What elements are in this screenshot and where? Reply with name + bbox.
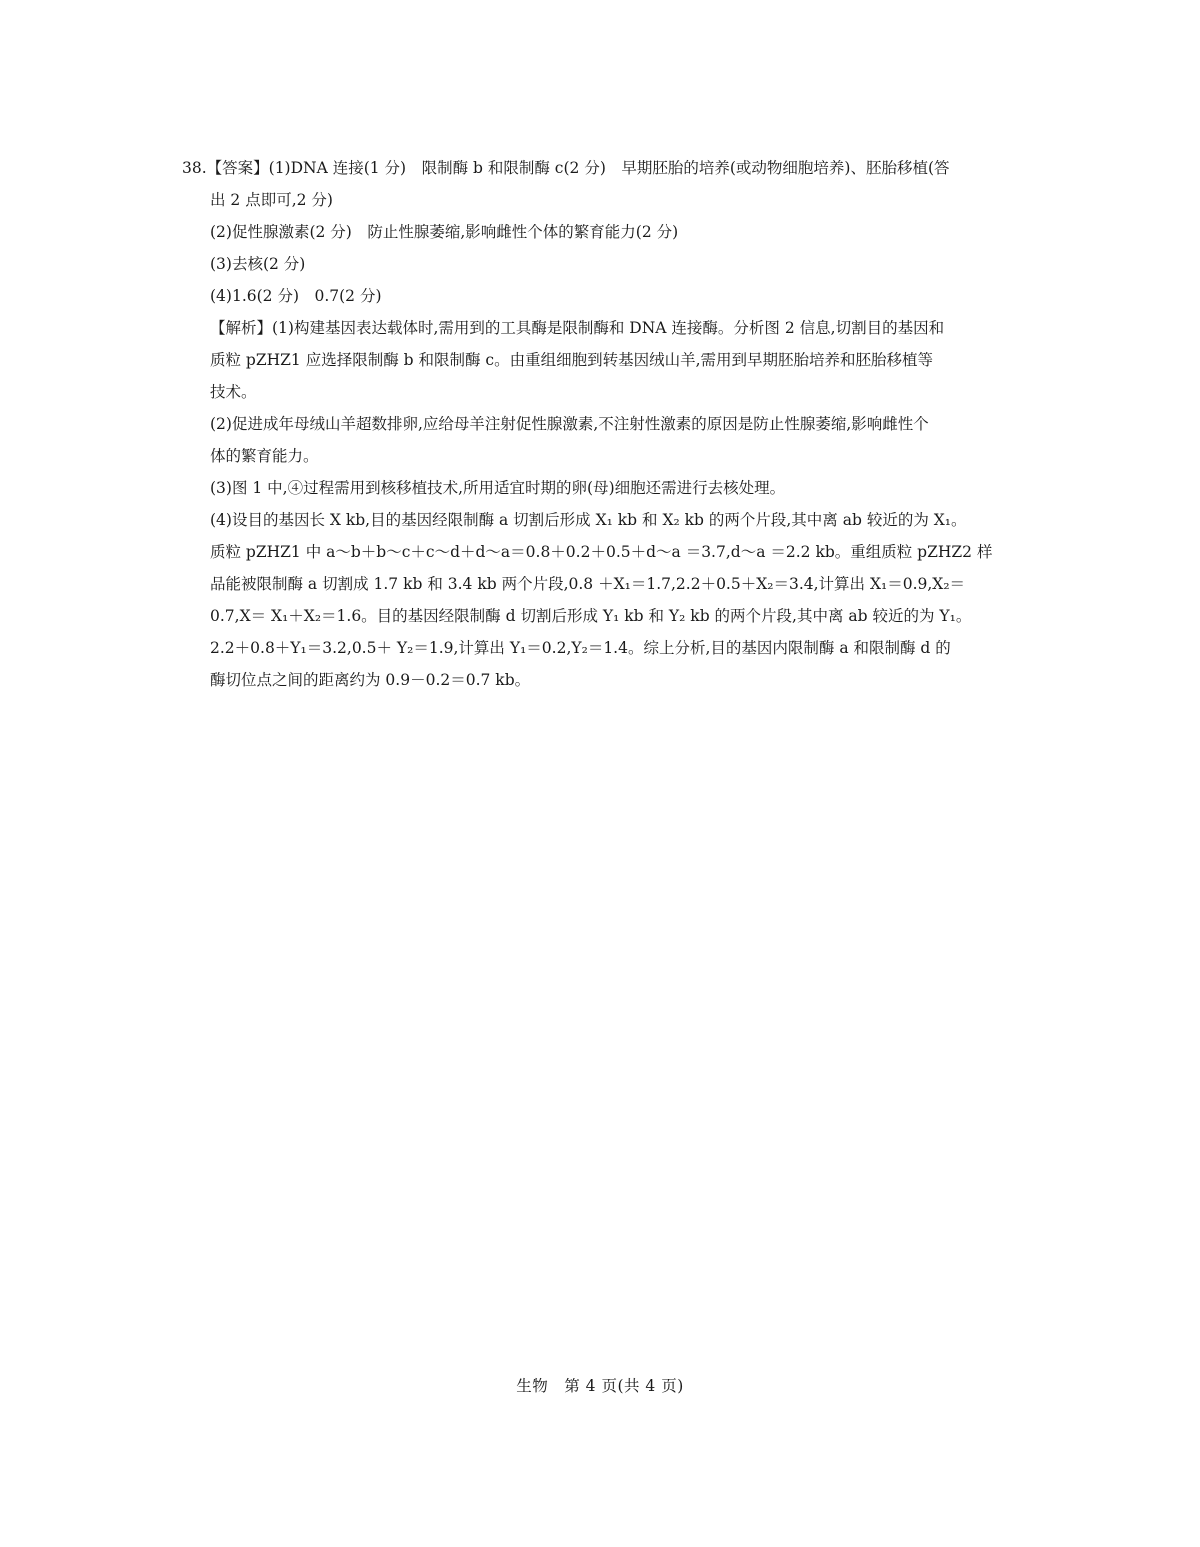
analysis-p1-line2: 质粒 pZHZ1 应选择限制酶 b 和限制酶 c。由重组细胞到转基因绒山羊,需用到早期胚胎培养和胚胎移植等 — [210, 351, 934, 369]
analysis-p4-line6: 酶切位点之间的距离约为 0.9－0.2＝0.7 kb。 — [210, 671, 531, 689]
answer-part-3: (3)去核(2 分) — [210, 255, 306, 273]
answer-part-4: (4)1.6(2 分) 0.7(2 分) — [210, 287, 382, 305]
analysis-p3-line1: (3)图 1 中,④过程需用到核移植技术,所用适宜时期的卵(母)细胞还需进行去核处理。 — [210, 479, 786, 497]
page-footer: 生物 第 4 页(共 4 页) — [516, 1377, 684, 1395]
analysis-p2-line2: 体的繁育能力。 — [210, 447, 319, 465]
analysis-p1-line1: 【解析】(1)构建基因表达载体时,需用到的工具酶是限制酶和 DNA 连接酶。分析图 2 信息,切割目的基因和 — [210, 319, 945, 337]
analysis-p4-line4: 0.7,X＝ X₁＋X₂＝1.6。目的基因经限制酶 d 切割后形成 Y₁ kb 和 Y₂ kb 的两个片段,其中离 ab 较近的为 Y₁。 — [210, 607, 972, 625]
answer-header-line: 38.【答案】(1)DNA 连接(1 分) 限制酶 b 和限制酶 c(2 分) 早期胚胎的培养(或动物细胞培养)、胚胎移植(答 — [182, 159, 950, 177]
answer-part-2: (2)促性腺激素(2 分) 防止性腺萎缩,影响雌性个体的繁育能力(2 分) — [210, 223, 679, 241]
analysis-p4-line3: 品能被限制酶 a 切割成 1.7 kb 和 3.4 kb 两个片段,0.8 ＋X₁＝1.7,2.2＋0.5＋X₂＝3.4,计算出 X₁＝0.9,X₂＝ — [210, 575, 966, 593]
analysis-p1-line3: 技术。 — [210, 383, 257, 401]
analysis-p2-line1: (2)促进成年母绒山羊超数排卵,应给母羊注射促性腺激素,不注射性激素的原因是防止性腺萎缩,影响雌性个 — [210, 415, 929, 433]
answer-header-continuation: 出 2 点即可,2 分) — [210, 191, 333, 209]
analysis-p4-line1: (4)设目的基因长 X kb,目的基因经限制酶 a 切割后形成 X₁ kb 和 X₂ kb 的两个片段,其中离 ab 较近的为 X₁。 — [210, 511, 967, 529]
analysis-p4-line5: 2.2＋0.8＋Y₁＝3.2,0.5＋ Y₂＝1.9,计算出 Y₁＝0.2,Y₂＝1.4。综上分析,目的基因内限制酶 a 和限制酶 d 的 — [210, 639, 951, 657]
answer-document — [182, 152, 1022, 696]
analysis-p4-line2: 质粒 pZHZ1 中 a～b＋b～c＋c～d＋d～a＝0.8＋0.2＋0.5＋d～a ＝3.7,d～a ＝2.2 kb。重组质粒 pZHZ2 样 — [210, 543, 993, 561]
